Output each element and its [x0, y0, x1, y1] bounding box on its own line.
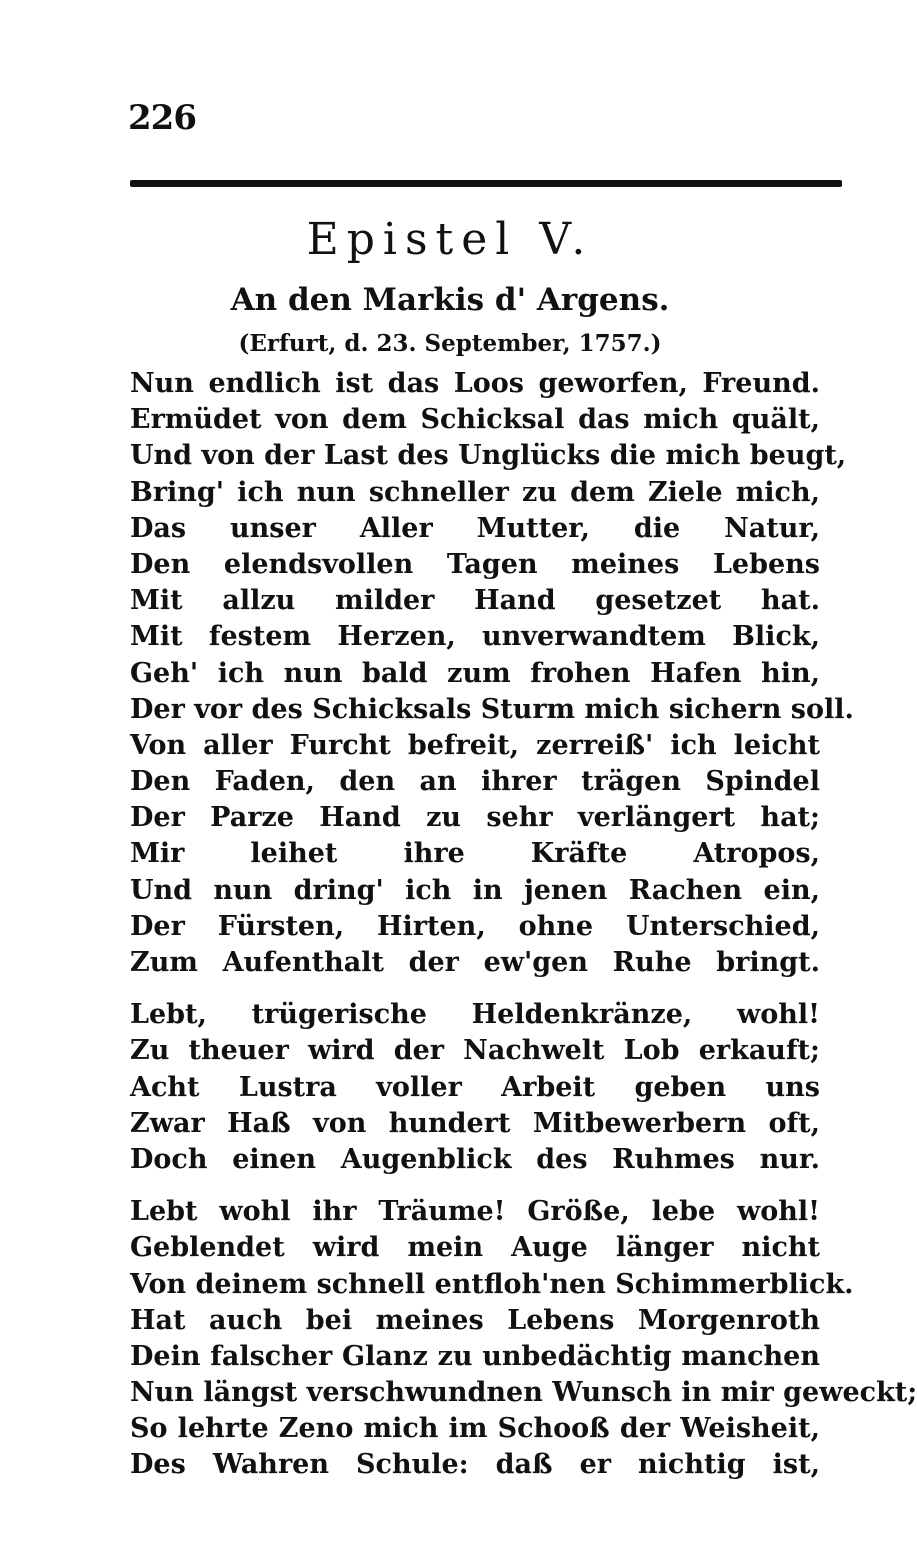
- poem-line: Acht Lustra voller Arbeit geben uns: [130, 1071, 820, 1103]
- poem-line: Hat auch bei meines Lebens Morgenroth: [130, 1304, 820, 1336]
- poem-line: Zum Aufenthalt der ew'gen Ruhe bringt.: [130, 947, 820, 978]
- poem-line: Mit festem Herzen, unverwandtem Blick,: [130, 621, 820, 653]
- page-number: 226: [128, 98, 196, 138]
- poem-line: Den Faden, den an ihrer trägen Spindel: [130, 766, 820, 798]
- poem-line: Des Wahren Schule: daß er nichtig ist,: [130, 1449, 820, 1481]
- stanza-gap: [130, 1178, 820, 1194]
- stanza-2: [130, 997, 820, 1178]
- poem-line: So lehrte Zeno mich im Schooß der Weisheit,: [130, 1413, 820, 1445]
- epistle-addressee: An den Markis d' Argens.: [230, 282, 670, 318]
- poem-line: Mir leihet ihre Kräfte Atropos,: [130, 838, 820, 870]
- poem-line: Mit allzu milder Hand gesetzet hat.: [130, 585, 820, 617]
- header-rule: [130, 180, 842, 187]
- poem-line: Und nun dring' ich in jenen Rachen ein,: [130, 874, 820, 906]
- poem-line: Zu theuer wird der Nachwelt Lob erkauft;: [130, 1035, 820, 1067]
- poem-line: Bring' ich nun schneller zu dem Ziele mich,: [130, 476, 820, 508]
- poem-line: Das unser Aller Mutter, die Natur,: [130, 512, 820, 544]
- poem-line: Nun endlich ist das Loos geworfen, Freund.: [130, 368, 820, 399]
- stanza-3: [130, 1194, 917, 1484]
- poem-line: Den elendsvollen Tagen meines Lebens: [130, 548, 820, 580]
- poem-line: Doch einen Augenblick des Ruhmes nur.: [130, 1143, 820, 1175]
- poem-line: Geblendet wird mein Auge länger nicht: [130, 1232, 820, 1264]
- stanza-gap: [130, 981, 820, 997]
- epistle-dateline: (Erfurt, d. 23. September, 1757.): [238, 330, 662, 357]
- poem-line: Zwar Haß von hundert Mitbewerbern oft,: [130, 1107, 820, 1139]
- poem-line: Der Parze Hand zu sehr verlängert hat;: [130, 802, 820, 834]
- poem-line: Lebt wohl ihr Träume! Größe, lebe wohl!: [130, 1196, 820, 1228]
- poem-line: Lebt, trügerische Heldenkränze, wohl!: [130, 999, 820, 1031]
- poem-line: Von deinem schnell entfloh'nen Schimmerblick.: [130, 1268, 854, 1300]
- poem-line: Der vor des Schicksals Sturm mich sichern soll.: [130, 693, 854, 725]
- poem-line: Und von der Last des Unglücks die mich beugt,: [130, 440, 847, 472]
- poem-body: [130, 366, 917, 1484]
- poem-line: Der Fürsten, Hirten, ohne Unterschied,: [130, 910, 820, 942]
- poem-line: Von aller Furcht befreit, zerreiß' ich leicht: [130, 729, 820, 761]
- poem-line: Nun längst verschwundnen Wunsch in mir geweckt;: [130, 1377, 917, 1409]
- poem-line: Dein falscher Glanz zu unbedächtig manchen: [130, 1340, 820, 1372]
- stanza-1: [130, 366, 854, 981]
- poem-line: Ermüdet von dem Schicksal das mich quält,: [130, 404, 820, 436]
- epistle-title: Epistel V.: [306, 214, 594, 265]
- poem-line: Geh' ich nun bald zum frohen Hafen hin,: [130, 657, 820, 689]
